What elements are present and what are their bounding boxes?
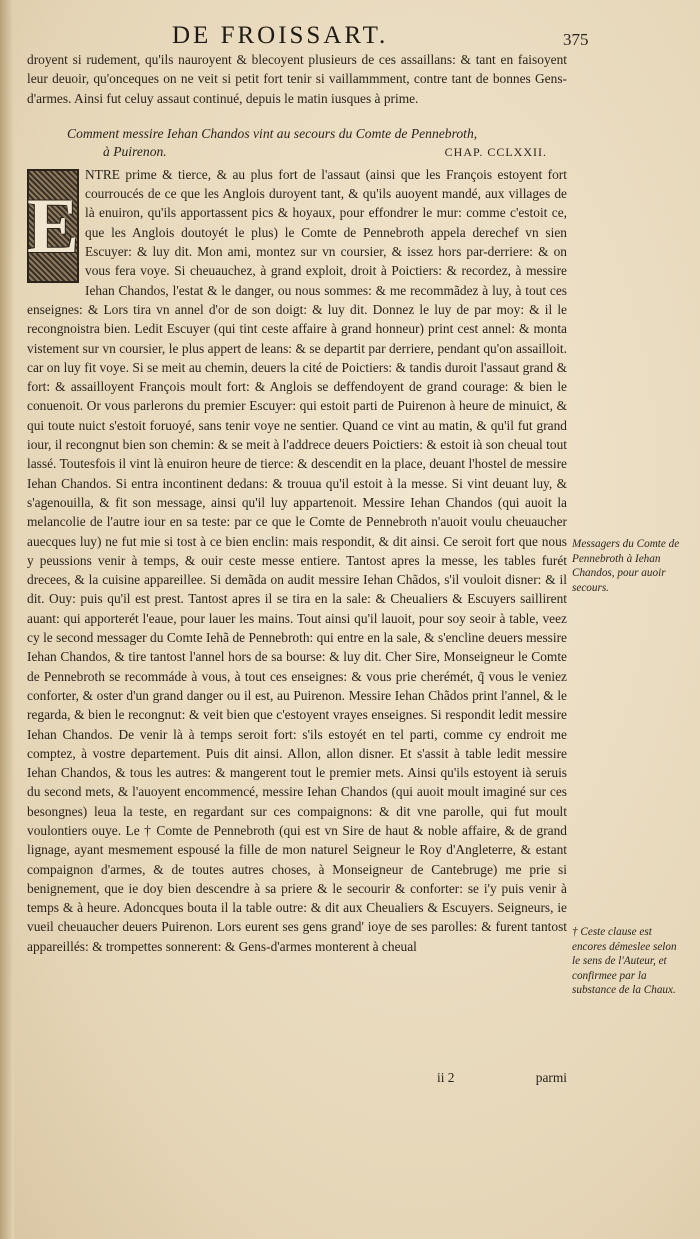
page-footer [27, 1070, 567, 1090]
catchword: parmi [535, 1070, 567, 1085]
page-header [0, 22, 700, 52]
margin-note-messengers: Messagers du Comte de Pennebroth à Iehan Chandos, pour auoir secours. [572, 538, 680, 594]
page-gutter [0, 0, 14, 1239]
chapter-text: NTRE prime & tierce, & au plus fort de l'assaut (ainsi que les François estoyent fort courroucés de ce que les Anglois duroyent tant, & qu'ils auoyent mandé, aux villages de là enuiron, qu'ils apportassent pics & hoyaux, pour effondrer le mur: comme c'estoit ce, que les Anglois doutoyét le plus) le Comte de Pennebroth appela derechef vn sien Escuyer: & luy dit. Mon ami, montez sur vn coursier, & issez hors par-derriere: & on vous fera voye. Si cheuauchez, à grand exploit, droit à Poictiers: & recordez, à messire Iehan Chandos, l'estat & le danger, ou nous sommes: & me recommãdez à luy, à tout ces enseignes: & Lors tira vn annel d'or de son doigt: & luy dit. Donnez le luy de par moy: & il le recongnoistra bien. Ledit Escuyer (qui tint ceste affaire à grand honneur) print cest annel: & monta vistement sur vn coursier, le plus appert de leans: & se departit par derriere, pendant qu'on assailloit. car on luy fit voye. Si se meit au chemin, deuers la cité de Poictiers: & tandis duroit l'assaut grand & fort: & assailloyent François moult fort: & Anglois se deffendoyent de grand courage: & bien le conuenoit. Or vous parlerons du premier Escuyer: qui estoit parti de Puirenon à heure de minuict, & qui toute nuict s'estoit foruoyé, sans tenir voye ne sentier. Quand ce vint au matin, & qu'il fut grand iour, il recongnut bien son chemin: & se meit à l'addrece deuers Poictiers: & estoit ià son cheual tout lassé. Toutesfois il vint là enuiron heure de tierce: & descendit en la place, deuant l'hostel de messire Iehan Chandos. Si entra incontinent dedans: & trouua qu'il estoit à la messe. Si vint deuant luy, & s'agenouilla, & fit son message, ainsi qu'il luy appartenoit. Messire Iehan Chandos (qui auoit la melancolie de l'autre iour en sa teste: par ce que le Comte de Pennebroth n'auoit voulu cheuaucher auecques luy) ne fut mie si tost à ce bien enclin: mais respondit, & dit ainsi. Ce seroit fort que nous y peussions venir à temps, & ouir ceste messe entiere. Tantost apres la messe, les tables furét drecees, & la cuisine appareillee. Si demãda on audit messire Iehan Chãdos, s'il vouloit disner: & il dit. Ouy: puis qu'il est prest. Tantost apres il se tira en la sale: & Cheualiers & Escuyers saillirent auant: qui apporterét l'eaue, pour lauer les mains. Tout ainsi qu'il lauoit, pour soy seoir à table, veez cy le second messager du Comte Iehã de Pennebroth: qui entre en la sale, & s'encline deuers messire Iehan Chandos, & tire tantost l'annel hors de sa bourse: & luy dit. Cher Sire, Monseigneur le Comte de Pennebroth se recommáde à vous, à tout ces enseignes: & vous prie cherémét, q̃ vous le veniez conforter, & oster d'un grand danger ou il est, au Puirenon. Messire Iehan Chãdos print l'annel, & le regarda, & bien le recongnut: & veit bien que c'estoyent vrayes enseignes. Si respondit ledit messire Iehan Chandos. De venir là à temps seroit fort: s'ils estoyét en tel parti, comme cy endroit me comptez, à vostre departement. Puis dit ainsi. Allon, allon disner. Et s'assit à table ledit messire Iehan Chandos, & tous les autres: & mangerent tout le premier mets. Ainsi qu'ils estoyent ià seruis du second mets, & l'auoyent encommencé, messire Iehan Chandos (qui auoit moult imaginé sur ces besongnes) leua la teste, en regardant sur ces compaignons: & dit vne parolle, qui fut moult voulontiers ouye. Le † Comte de Pennebroth (qui est vn Sire de haut & noble affaire, & de grand lignage, ayant mesmement espousé la fille de mon naturel Seigneur le Roy d'Angleterre, & estant compaignon d'armes, & de toutes autres choses, à Monseigneur de Cantebruge) me prie si benignement, que ie doy bien descendre à sa priere & le secourir & conforter: se i'y puis venir à temps & à heure. Adoncques bouta il la table outre: & dit aux Cheualiers & Escuyers. Seigneurs, ie vueil cheuaucher deuers Puirenon. Lors eurent ses gens grand' ioye de ses parolles: & furent tantost appareillés: & trompettes sonnerent: & Gens-d'armes monterent à cheual [27, 166, 567, 954]
rubric-line-2: à Puirenon. [103, 143, 167, 159]
signature-mark: ii 2 [437, 1070, 455, 1085]
chapter-rubric [27, 125, 567, 161]
chapter-number: CHAP. CCLXXII. [444, 144, 547, 159]
page-number: 375 [563, 30, 589, 49]
rubric-line-2-row [27, 143, 567, 161]
margin-note-clause: † Ceste clause est encores démeslee selon le sens de l'Auteur, et confirmee par la substance de la Chaux. [572, 926, 677, 996]
main-text-column [27, 50, 567, 956]
opening-paragraph: droyent si rudement, qu'ils nauroyent & blecoyent plusieurs de ces assaillans: & tant en faisoyent leur deuoir, qu'onceques on ne veit si petit fort tenir si vaillammment, contre tant de bonnes Gens-d'armes. Ainsi fut celuy assaut continué, depuis le matin iusques à prime. [27, 52, 567, 106]
decorated-initial [27, 169, 79, 283]
initial-letter: E [26, 181, 80, 269]
rubric-line-1: Comment messire Iehan Chandos vint au secours du Comte de Pennebroth, [67, 125, 478, 141]
running-title: DE FROISSART. [172, 22, 389, 49]
chapter-body [27, 165, 567, 956]
